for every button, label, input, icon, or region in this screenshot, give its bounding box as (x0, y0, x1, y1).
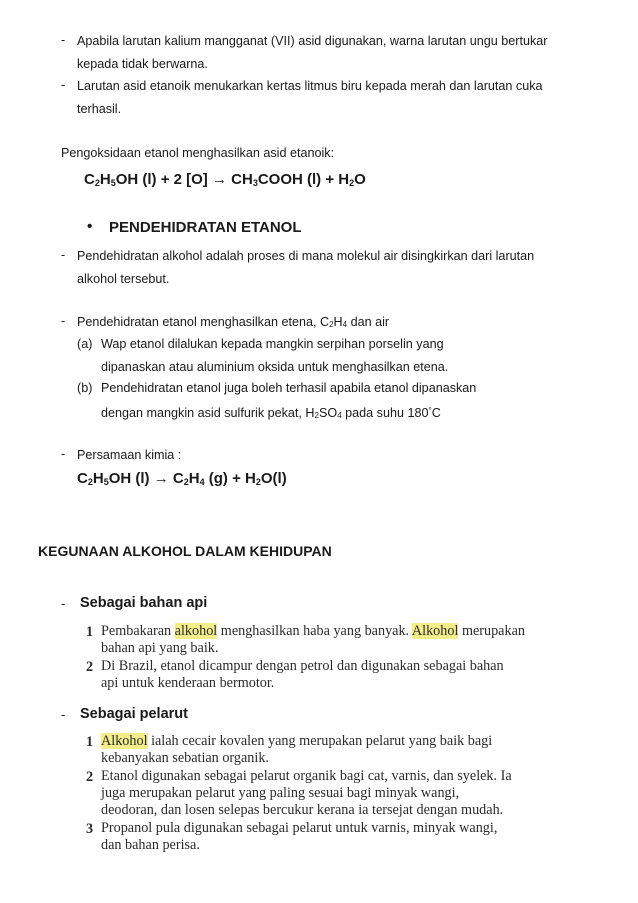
oxidation-intro: Pengoksidaan etanol menghasilkan asid etanoik: (61, 146, 335, 160)
bullet-text: kepada tidak berwarna. (77, 57, 208, 71)
highlight: alkohol (174, 623, 218, 639)
list-text: dipanaskan atau aluminium oksida untuk menghasilkan etena. (101, 360, 449, 374)
dash-marker: - (61, 314, 66, 328)
book-text: dan bahan perisa. (101, 837, 200, 853)
book-text: Etanol digunakan sebagai pelarut organik bagi cat, varnis, dan syelek. Ia (101, 768, 512, 784)
equation-label: Persamaan kimia : (77, 448, 182, 462)
dash-marker: - (61, 447, 66, 461)
dash-marker: - (61, 708, 66, 722)
subsection-title: Sebagai pelarut (80, 706, 188, 722)
bullet-text: Larutan asid etanoik menukarkan kertas litmus biru kepada merah dan larutan cuka (77, 79, 543, 93)
book-text: deodoran, dan losen selepas bercukur kerana ia tersejat dengan mudah. (101, 802, 504, 818)
book-text: Pembakaran alkohol menghasilkan haba yang banyak. Alkohol merupakan (101, 623, 525, 639)
list-label: (a) (77, 337, 93, 351)
dash-marker: - (61, 248, 66, 262)
subsection-title: Sebagai bahan api (80, 595, 208, 611)
dash-marker: - (61, 78, 66, 92)
item-number: 3 (86, 821, 94, 837)
item-number: 2 (86, 769, 94, 785)
book-text: bahan api yang baik. (101, 640, 219, 656)
dehydration-equation: $C_2H_5OH$ $(l) \to C_2H_4$ $(g) + H_2O(l)$ (77, 470, 287, 487)
highlight: Alkohol (411, 623, 459, 639)
paragraph-text: Pendehidratan alkohol adalah proses di mana molekul air disingkirkan dari larutan (77, 249, 535, 263)
highlight: Alkohol (101, 733, 148, 749)
paragraph-text: alkohol tersebut. (77, 272, 170, 286)
bullet-text: terhasil. (77, 102, 122, 116)
oxidation-equation: $C_2H_5OH$ (l) + 2 $[O] \to CH_3COOH$ $(l) + H_2O$ (84, 171, 366, 188)
list-text: Wap etanol dilalukan kepada mangkin serpihan porselin yang (101, 337, 444, 351)
dash-marker: - (61, 597, 66, 611)
bullet-text: Apabila larutan kalium mangganat (VII) asid digunakan, warna larutan ungu bertukar (77, 34, 548, 48)
section-heading: KEGUNAAN ALKOHOL DALAM KEHIDUPAN (38, 543, 332, 559)
book-text: juga merupakan pelarut yang paling sesuai bagi minyak wangi, (101, 785, 460, 801)
section-heading: PENDEHIDRATAN ETANOL (109, 219, 302, 236)
book-text: api untuk kenderaan bermotor. (101, 675, 275, 691)
book-text: Propanol pula digunakan sebagai pelarut untuk varnis, minyak wangi, (101, 820, 498, 836)
list-text: dengan mangkin asid sulfurik pekat, $H_2SO_4$ pada suhu 180°C (101, 406, 441, 420)
item-number: 2 (86, 659, 94, 675)
book-text: Di Brazil, etanol dicampur dengan petrol dan digunakan sebagai bahan (101, 658, 504, 674)
dash-marker: - (61, 33, 66, 47)
list-text: Pendehidratan etanol juga boleh terhasil apabila etanol dipanaskan (101, 381, 477, 395)
book-text: kebanyakan sebatian organik. (101, 750, 269, 766)
paragraph-text: Pendehidratan etanol menghasilkan etena, $C_2H_4$ dan air (77, 315, 390, 329)
list-label: (b) (77, 381, 93, 395)
item-number: 1 (86, 734, 94, 750)
item-number: 1 (86, 624, 94, 640)
book-text: Alkohol ialah cecair kovalen yang merupakan pelarut yang baik bagi (101, 733, 493, 749)
bullet-dot: • (87, 218, 93, 235)
